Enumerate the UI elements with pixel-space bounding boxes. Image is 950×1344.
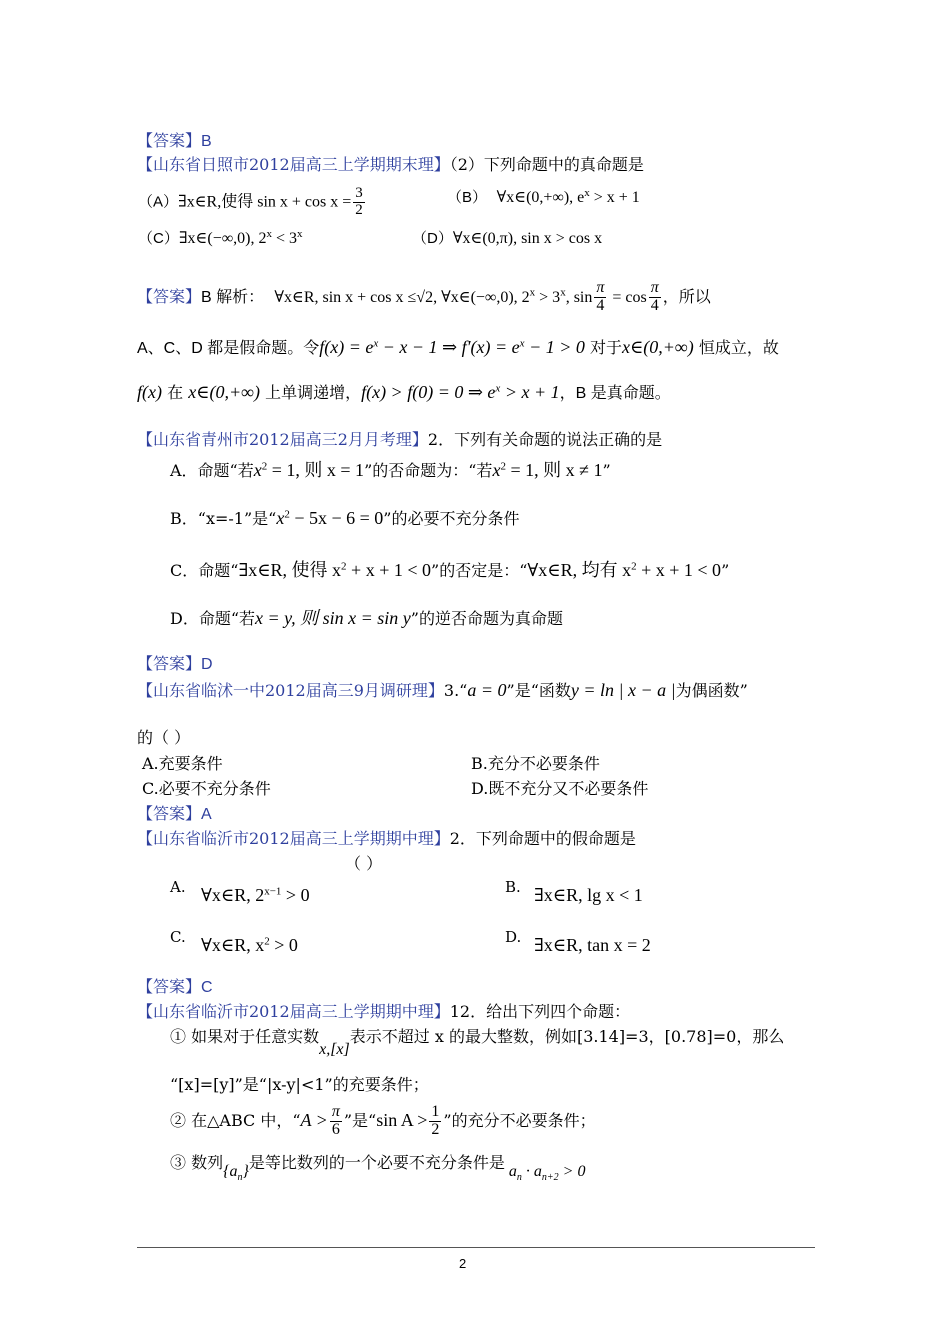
question-source: 【山东省日照市2012届高三上学期期末理】: [137, 155, 450, 174]
question-source: 【山东省临沂市2012届高三上学期期中理】: [137, 829, 450, 848]
question-header-2: [137, 427, 662, 450]
option-a: ∀x∈R, $2^{x-1} > 0$: [201, 885, 310, 905]
answer-line-4: 【答案】C: [137, 977, 213, 996]
question-source: 【山东省青州市2012届高三2月月考理】: [137, 430, 428, 449]
fraction: $\frac{\pi}{4}$: [596, 279, 605, 314]
option-b: B．“x=-1”是“$x^2 - 5x - 6 = 0$”的必要不充分条件: [170, 508, 520, 528]
statement-2: ② 在△ABC 中，“A > $\frac{\pi}{6}$ ”是“sin A > $\frac{1}{2}$ ”的充分不必要条件；: [170, 1103, 596, 1138]
answer-line-1: [137, 128, 212, 151]
statement-1-cont: “[x]=[y]”是“|x-y|<1”的充要条件；: [170, 1075, 429, 1094]
answer-analysis-line-1: 【答案】B 解析： ∀x∈R, sin x + cos x ≤√2, ∀x∈(−∞,0), $2^x > 3^x$, sin $\frac{\pi}{4}$ = cos $\frac{\pi}{4}$ ，所以: [137, 279, 711, 314]
question-line-2: 的（ ）: [137, 728, 191, 747]
option-a: A.充要条件: [142, 754, 223, 773]
fraction: $\frac{\pi}{4}$: [650, 279, 659, 314]
option-d: D．命题“若x = y, 则 sin x = sin y”的逆否命题为真命题: [170, 608, 563, 628]
option-b: ∃x∈R, lg x < 1: [534, 885, 643, 905]
option-c: ∀x∈R, $x^2 > 0$: [201, 935, 298, 955]
question-source: 【山东省临沭一中2012届高三9月调研理】: [137, 681, 444, 700]
option-b: B.充分不必要条件: [471, 754, 600, 773]
option-a: A．命题“若$x^2 = 1$, 则 x = 1”的否命题为：“若$x^2 = 1$, 则 x ≠ 1”: [170, 460, 611, 480]
question-header-4: 【山东省临沂市2012届高三上学期期中理】2．下列命题中的假命题是: [137, 829, 636, 848]
answer-line-2: 【答案】D: [137, 654, 213, 673]
option-c: C．命题“∃x∈R, 使得 $x^2 + x + 1 < 0$”的否定是：“∀x∈R, 均有 $x^2 + x + 1 < 0$”: [170, 560, 730, 580]
option-d: （D）∀x∈(0,π), sin x > cos x: [412, 230, 603, 247]
question-header-5: 【山东省临沂市2012届高三上学期期中理】12．给出下列四个命题：: [137, 1002, 631, 1021]
fraction: $\frac{\pi}{6}$: [331, 1103, 340, 1138]
question-header-3: 【山东省临沭一中2012届高三9月调研理】3.“a = 0”是“函数y = ln | x − a |为偶函数”: [137, 680, 748, 700]
fraction: $\frac{1}{2}$: [431, 1103, 440, 1138]
option-a-label: A.: [170, 878, 186, 896]
page-number: 2: [459, 1256, 467, 1271]
statement-3: ③ 数列$\{a_n\}$是等比数列的一个必要不充分条件是 $a_n \cdot a_{n+2} > 0$: [170, 1153, 586, 1184]
question-source: 【山东省临沂市2012届高三上学期期中理】: [137, 1002, 450, 1021]
answer-label: 【答案】: [137, 131, 202, 150]
option-c: （C）∃x∈(−∞,0), $2^x < 3^x$: [138, 228, 303, 247]
option-c-label: C.: [170, 928, 186, 946]
answer-paren: （ ）: [345, 854, 383, 873]
answer-analysis-line-3: f(x) 在 x∈(0,+∞) 上单调递增，f(x) > f(0) = 0 ⇒ $e^x > x + 1$，B 是真命题。: [137, 382, 671, 402]
statement-1: ① 如果对于任意实数x,[x]表示不超过 x 的最大整数，例如[3.14]=3，[0.78]=0，那么: [170, 1027, 785, 1058]
question-stem: 2．下列有关命题的说法正确的是: [427, 430, 663, 449]
answer-value: B: [201, 133, 212, 150]
option-d: ∃x∈R, tan x = 2: [534, 935, 651, 955]
option-d-label: D.: [505, 928, 522, 946]
answer-line-3: 【答案】A: [137, 804, 212, 823]
option-b: （B） ∀x∈(0,+∞), $e^x > x + 1$: [447, 187, 640, 206]
option-b-label: B.: [505, 878, 521, 896]
fraction: $\frac{3}{2}$: [355, 185, 363, 218]
footer-divider: [137, 1247, 815, 1248]
answer-analysis-line-2: A、C、D 都是假命题。令$f(x) = e^x - x - 1$ ⇒ $f'(x) = e^x - 1 > 0$ 对于x∈(0,+∞) 恒成立，故: [137, 337, 779, 357]
option-a: （A）∃x∈R,使得 sin x + cos x = $\frac{3}{2}$: [138, 185, 363, 218]
question-stem: （2）下列命题中的真命题是: [449, 155, 644, 174]
option-c: C.必要不充分条件: [142, 779, 271, 798]
question-header-1: [137, 152, 644, 175]
option-d: D.既不充分又不必要条件: [471, 779, 649, 798]
option-a-math: ∃x∈R,使得 sin x + cos x =: [178, 193, 352, 211]
